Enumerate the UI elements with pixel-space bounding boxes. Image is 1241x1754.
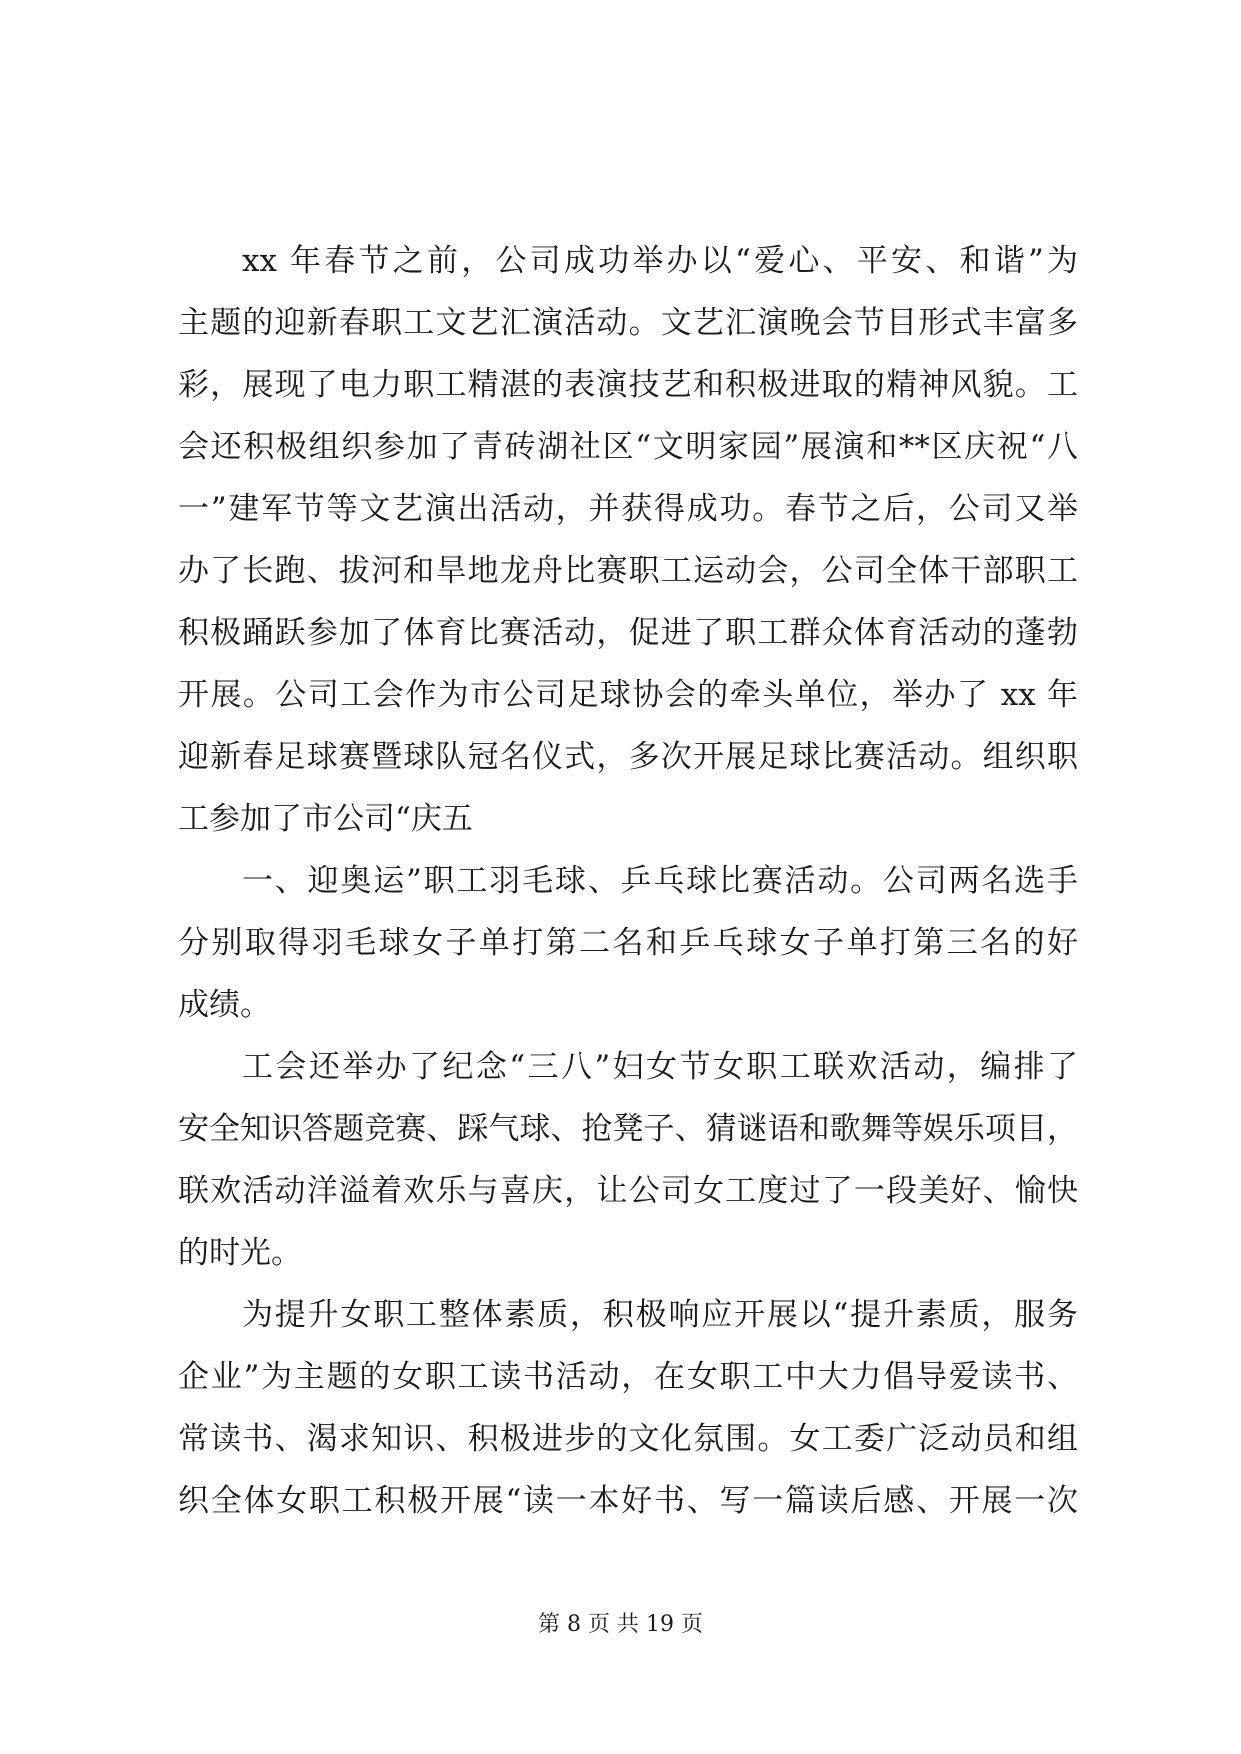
text-line: 一”建军节等文艺演出活动，并获得成功。春节之后，公司又举 bbox=[178, 491, 1078, 527]
body-text bbox=[178, 230, 1078, 1532]
text-line: 迎新春足球赛暨球队冠名仪式，多次开展足球比赛活动。组织职 bbox=[178, 739, 1078, 775]
text-line: 工会还举办了纪念“三八”妇女节女职工联欢活动，编排了 bbox=[242, 1049, 1078, 1085]
text-line: 的时光。 bbox=[178, 1235, 302, 1271]
text-line: 联欢活动洋溢着欢乐与喜庆，让公司女工度过了一段美好、愉快 bbox=[178, 1173, 1078, 1209]
text-line: 企业”为主题的女职工读书活动，在女职工中大力倡导爱读书、 bbox=[178, 1359, 1078, 1395]
text-line: 工参加了市公司“庆五 bbox=[178, 801, 473, 837]
text-line: 积极踊跃参加了体育比赛活动，促进了职工群众体育活动的蓬勃 bbox=[178, 615, 1078, 651]
text-line: 安全知识答题竞赛、踩气球、抢凳子、猜谜语和歌舞等娱乐项目， bbox=[178, 1111, 1078, 1147]
text-line: 开展。公司工会作为市公司足球协会的牵头单位，举办了 xx 年 bbox=[178, 677, 1078, 713]
text-line: 成绩。 bbox=[178, 987, 271, 1023]
text-line: 为提升女职工整体素质，积极响应开展以“提升素质，服务 bbox=[242, 1297, 1078, 1333]
text-line: 织全体女职工积极开展“读一本好书、写一篇读后感、开展一次 bbox=[178, 1483, 1078, 1519]
page-number-footer: 第 8 页 共 19 页 bbox=[538, 1612, 703, 1637]
text-line: 常读书、渴求知识、积极进步的文化氛围。女工委广泛动员和组 bbox=[178, 1421, 1078, 1457]
text-line: 分别取得羽毛球女子单打第二名和乒乓球女子单打第三名的好 bbox=[178, 925, 1078, 961]
text-line: 办了长跑、拔河和旱地龙舟比赛职工运动会，公司全体干部职工 bbox=[178, 553, 1078, 589]
text-line: xx 年春节之前，公司成功举办以“爱心、平安、和谐”为 bbox=[242, 243, 1078, 279]
text-line: 主题的迎新春职工文艺汇演活动。文艺汇演晚会节目形式丰富多 bbox=[178, 305, 1078, 341]
text-line: 一、迎奥运”职工羽毛球、乒乓球比赛活动。公司两名选手 bbox=[242, 863, 1078, 899]
text-line: 会还积极组织参加了青砖湖社区“文明家园”展演和**区庆祝“八 bbox=[178, 429, 1078, 465]
text-line: 彩，展现了电力职工精湛的表演技艺和积极进取的精神风貌。工 bbox=[178, 367, 1078, 403]
